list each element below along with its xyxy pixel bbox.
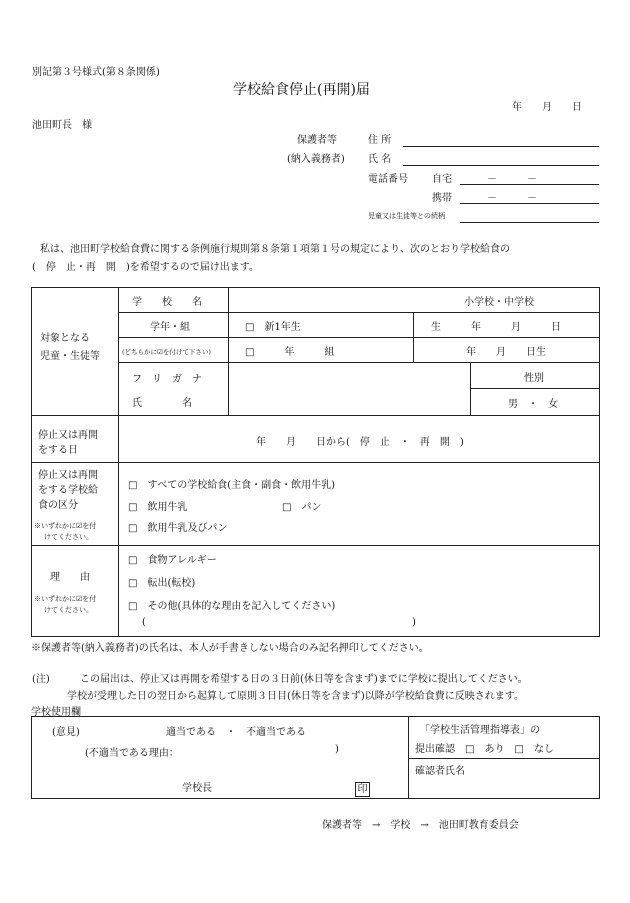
principal-label: 学校長	[182, 783, 212, 794]
intro-line-2: ( 停 止・再 開 )を希望するので届け出ます。	[32, 262, 260, 273]
form-number: 別記第３号様式(第８条関係)	[32, 67, 160, 78]
reason-paren-open: (	[142, 617, 146, 628]
sex-options[interactable]: 男 ・ 女	[508, 399, 558, 410]
reason-transfer-checkbox[interactable]: □ 転出(転校)	[128, 578, 196, 589]
birth-date-line: 生 年 月 日	[431, 322, 561, 333]
address-label: 住 所	[368, 135, 392, 146]
category-milk-bread-checkbox[interactable]: □ 飲用牛乳及びパン	[128, 523, 228, 534]
seal-stamp: 印	[355, 782, 370, 797]
page-title: 学校給食停止(再開)届	[233, 82, 370, 98]
addressee: 池田町長 様	[32, 120, 92, 131]
submission-flow: 保護者等 → 学校 → 池田町教育委員会	[322, 820, 519, 831]
sex-label: 性別	[524, 373, 544, 384]
note-label: (注)	[32, 674, 50, 685]
grade-note: (どちらかに☑を付けて下さい)	[122, 348, 211, 356]
relation-label: 児童又は生徒等との続柄	[368, 212, 445, 220]
category-label-1: 停止又は再開	[38, 470, 98, 481]
birth-date-line-2: 年 月 日生	[466, 347, 546, 358]
opinion-label: (意見)	[52, 727, 80, 738]
guardian-name-field[interactable]	[403, 165, 599, 166]
category-bread-checkbox[interactable]: □ パン	[282, 502, 322, 513]
intro-line-1: 私は、池田町学校給食費に関する条例施行規則第８条第１項第１号の規定により、次のとおり学校給食の	[40, 244, 510, 255]
school-use-label: 学校使用欄	[31, 707, 81, 718]
reason-allergy-checkbox[interactable]: □ 食物アレルギー	[128, 555, 217, 566]
target-label-1: 対象となる	[40, 333, 90, 344]
reason-paren-close: )	[412, 617, 416, 628]
reason-note-1: ※いずれかに☑を付	[34, 595, 97, 603]
reason-other-field[interactable]	[150, 616, 408, 630]
relation-field[interactable]	[460, 222, 599, 223]
home-label: 自宅	[432, 174, 452, 185]
category-all-meals-checkbox[interactable]: □ すべての学校給食(主食・副食・飲用牛乳)	[128, 480, 336, 491]
school-type: 小学校・中学校	[464, 297, 534, 308]
home-phone-field[interactable]	[460, 184, 599, 185]
name-label: 氏 名	[368, 154, 392, 165]
date-label-2: をする日	[38, 445, 78, 456]
obligor-label: (納入義務者)	[287, 154, 345, 165]
opinion-options[interactable]: 適当である ・ 不適当である	[166, 727, 306, 738]
category-milk-checkbox[interactable]: □ 飲用牛乳	[128, 502, 188, 513]
note-line-1: この届出は、停止又は再開を希望する日の３日前(休日等を含まず)までに学校に提出してください。	[80, 674, 528, 685]
reason-note-2: けてください。	[44, 606, 93, 614]
category-note-2: けてください。	[44, 533, 93, 541]
guidance-label: 「学校生活管理指導表」の	[420, 725, 540, 736]
checker-name-label: 確認者氏名	[415, 766, 465, 777]
furigana-label: フ リ ガ ナ	[132, 374, 202, 385]
unsuitable-reason-label: (不適当である理由：	[85, 748, 179, 759]
guardian-label: 保護者等	[297, 135, 337, 146]
mobile-label: 携帯	[432, 193, 452, 204]
new-first-grade-checkbox[interactable]: □ 新1年生	[245, 322, 301, 333]
home-phone-dashes: － －	[487, 174, 537, 185]
mobile-phone-field[interactable]	[460, 203, 599, 204]
grade-class-checkbox[interactable]: □ 年 組	[245, 347, 335, 358]
phone-label: 電話番号	[368, 174, 408, 185]
submission-check[interactable]: 提出確認 □ あり □ なし	[415, 744, 554, 755]
child-name-label: 氏 名	[132, 398, 192, 409]
category-label-3: 食の区分	[38, 500, 78, 511]
note-line-2: 学校が受理した日の翌日から起算して原則３日目(休日等を含まず)以降が学校給食費に反映されます。	[67, 691, 525, 702]
seal-note: ※保護者等(納入義務者)の氏名は、本人が手書きしない場合のみ記名押印してください。	[31, 643, 429, 654]
mobile-phone-dashes: － －	[487, 193, 537, 204]
address-field[interactable]	[403, 146, 599, 147]
category-label-2: をする学校給	[38, 485, 98, 496]
target-label-2: 児童・生徒等	[40, 351, 100, 362]
school-name-label: 学 校 名	[132, 297, 202, 308]
unsuitable-reason-close: )	[335, 744, 339, 755]
grade-label: 学年・組	[150, 322, 190, 333]
stop-resume-date[interactable]: 年 月 日から( 停 止 ・ 再 開 )	[256, 437, 464, 448]
reason-label: 理 由	[50, 572, 90, 583]
category-note-1: ※いずれかに☑を付	[34, 522, 97, 530]
date-line: 年 月 日	[512, 102, 582, 113]
reason-other-checkbox[interactable]: □ その他(具体的な理由を記入してください)	[128, 601, 336, 612]
date-label-1: 停止又は再開	[38, 430, 98, 441]
